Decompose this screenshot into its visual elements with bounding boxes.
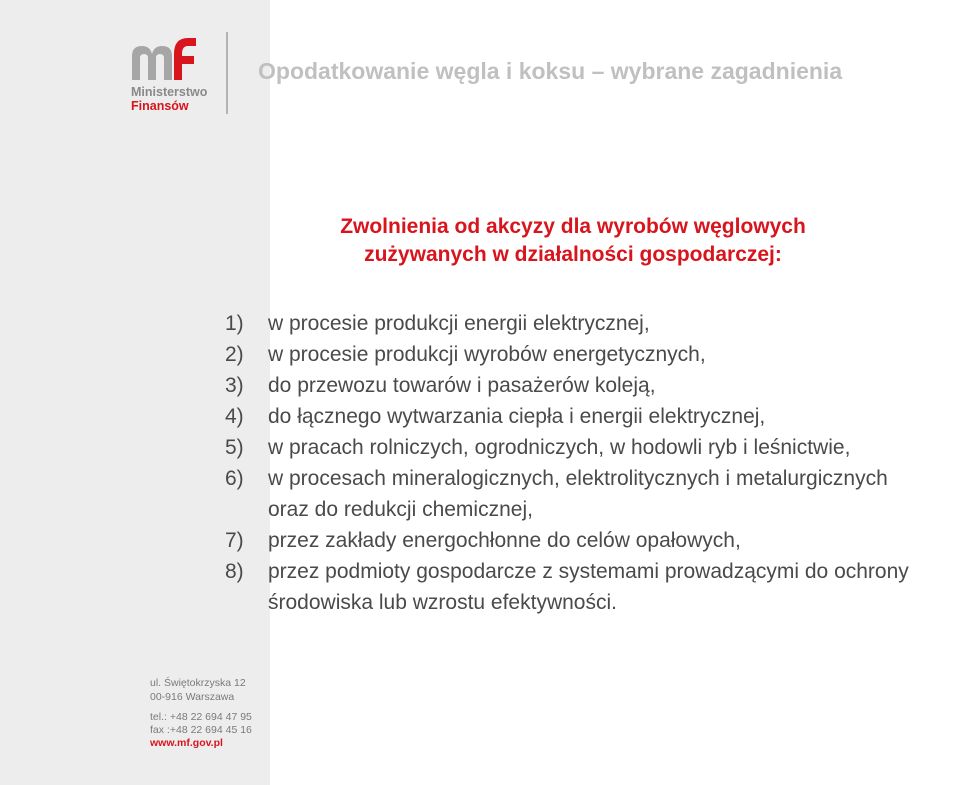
address-city: 00-916 Warszawa [150, 691, 235, 703]
list-item-text: do przewozu towarów i pasażerów koleją, [268, 374, 656, 397]
list-item-text: w procesie produkcji energii elektrycznej, [268, 312, 650, 335]
list-item [225, 525, 925, 556]
logo-divider [226, 32, 228, 114]
slide-title-line2: zużywanych w działalności gospodarczej: [364, 243, 782, 266]
contact-tel: tel.: +48 22 694 47 95 [150, 711, 252, 723]
list-item-number: 6) [225, 467, 244, 490]
logo-line2: Finansów [131, 99, 189, 113]
ministry-logo-icon [130, 34, 200, 82]
list-item [225, 556, 925, 618]
list-item-text: w procesie produkcji wyrobów energetycznych, [268, 343, 706, 366]
exemption-list [225, 308, 925, 618]
list-item-number: 2) [225, 343, 244, 366]
list-item [225, 339, 925, 370]
address-street: ul. Świętokrzyska 12 [150, 677, 246, 689]
contact-fax: fax :+48 22 694 45 16 [150, 724, 252, 736]
list-item-number: 8) [225, 560, 244, 583]
slide-title-line1: Zwolnienia od akcyzy dla wyrobów węglowych [340, 215, 806, 238]
presentation-title: Opodatkowanie węgla i koksu – wybrane zagadnienia [258, 58, 843, 84]
list-item-number: 7) [225, 529, 244, 552]
list-item [225, 308, 925, 339]
list-item-text: do łącznego wytwarzania ciepła i energii elektrycznej, [268, 405, 766, 428]
ministry-logo-text [131, 85, 207, 113]
list-item [225, 432, 925, 463]
list-item [225, 463, 925, 525]
list-item-text: w procesach mineralogicznych, elektrolitycznych i metalurgicznych oraz do redukcji chemicznej, [268, 467, 888, 521]
list-item-text: przez podmioty gospodarcze z systemami prowadzącymi do ochrony środowiska lub wzrostu efektywności. [268, 560, 909, 614]
list-item [225, 401, 925, 432]
logo-line1: Ministerstwo [131, 85, 208, 99]
website-link[interactable]: www.mf.gov.pl [150, 737, 223, 749]
list-item-text: przez zakłady energochłonne do celów opałowych, [268, 529, 741, 552]
list-item-number: 4) [225, 405, 244, 428]
list-item-number: 5) [225, 436, 244, 459]
list-item-number: 3) [225, 374, 244, 397]
address-block [150, 676, 246, 704]
list-item [225, 370, 925, 401]
list-item-number: 1) [225, 312, 244, 335]
slide-title [278, 213, 868, 269]
contact-block [150, 711, 252, 750]
list-item-text: w pracach rolniczych, ogrodniczych, w hodowli ryb i leśnictwie, [268, 436, 851, 459]
